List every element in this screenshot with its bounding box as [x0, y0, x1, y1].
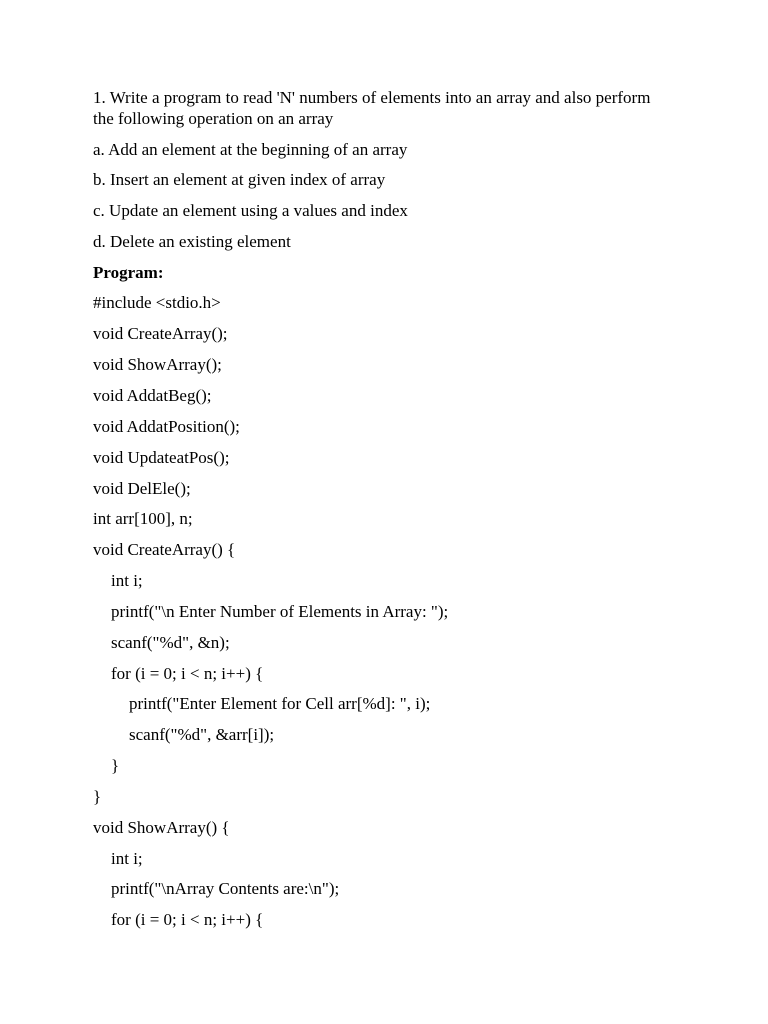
- code-line: void AddatBeg();: [93, 386, 212, 405]
- code-line: for (i = 0; i < n; i++) {: [111, 664, 264, 683]
- code-line: printf("\n Enter Number of Elements in Array: ");: [111, 602, 449, 621]
- code-line: int i;: [111, 849, 143, 868]
- code-line: }: [111, 756, 120, 775]
- code-line: printf("Enter Element for Cell arr[%d]: ", i);: [129, 694, 431, 713]
- code-line: void AddatPosition();: [93, 417, 240, 436]
- option-a: a. Add an element at the beginning of an array: [93, 140, 408, 159]
- code-line: int arr[100], n;: [93, 509, 193, 528]
- code-line: scanf("%d", &arr[i]);: [129, 725, 275, 744]
- code-line: void CreateArray() {: [93, 540, 236, 559]
- option-c: c. Update an element using a values and index: [93, 201, 408, 220]
- option-d: d. Delete an existing element: [93, 232, 291, 251]
- code-line: void DelEle();: [93, 479, 191, 498]
- code-line: void ShowArray() {: [93, 818, 230, 837]
- program-heading: Program:: [93, 263, 164, 282]
- code-line: for (i = 0; i < n; i++) {: [111, 910, 264, 929]
- code-line: printf("\nArray Contents are:\n");: [111, 879, 340, 898]
- code-line: void UpdateatPos();: [93, 448, 230, 467]
- question-line-2: the following operation on an array: [93, 109, 334, 128]
- question-line-1: 1. Write a program to read 'N' numbers of elements into an array and also perform: [93, 88, 651, 107]
- question-text: [93, 88, 693, 129]
- code-line: }: [93, 787, 102, 806]
- code-line: void CreateArray();: [93, 324, 228, 343]
- code-line: #include <stdio.h>: [93, 293, 221, 312]
- code-line: scanf("%d", &n);: [111, 633, 230, 652]
- option-b: b. Insert an element at given index of array: [93, 170, 386, 189]
- code-line: int i;: [111, 571, 143, 590]
- code-line: void ShowArray();: [93, 355, 222, 374]
